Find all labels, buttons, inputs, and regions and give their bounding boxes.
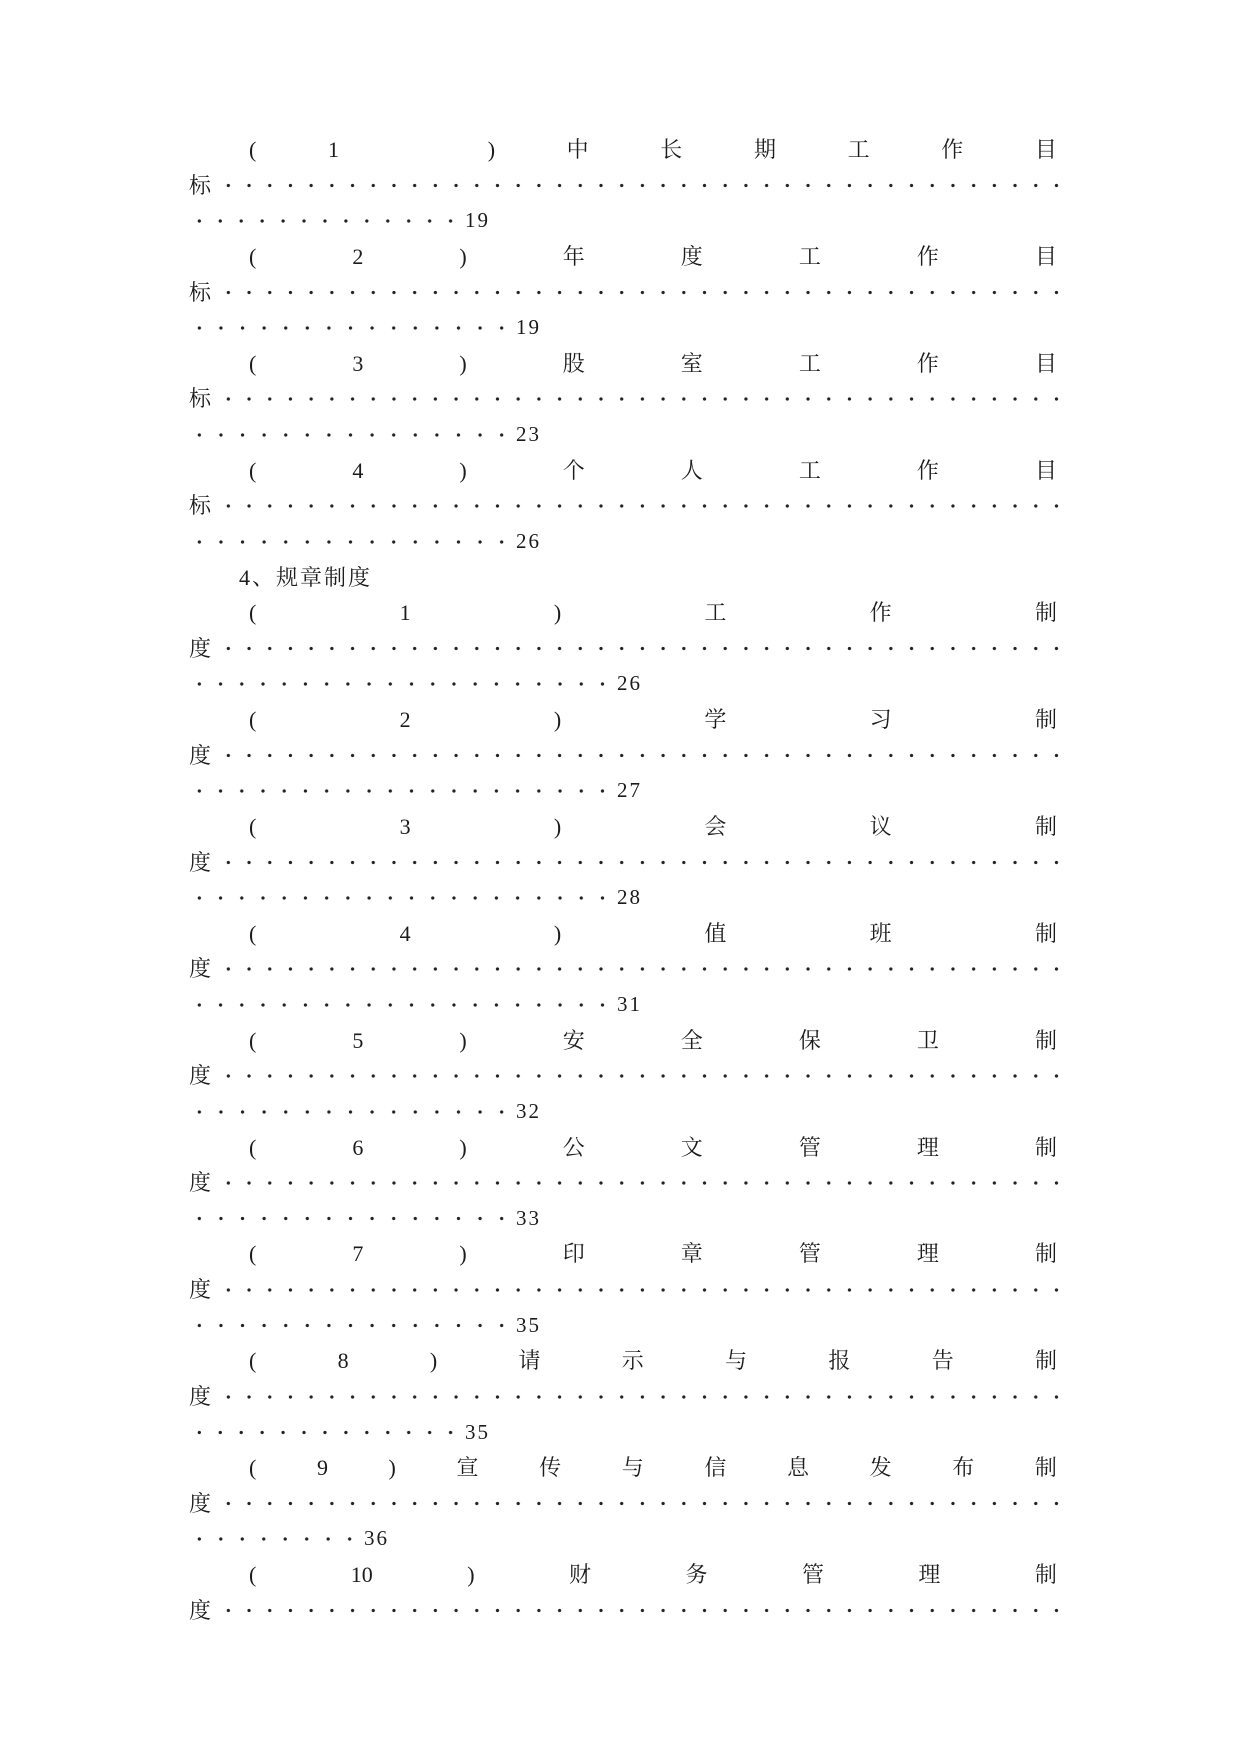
- title-char: ): [429, 1348, 438, 1374]
- title-char: 布: [952, 1455, 975, 1481]
- title-char: 3: [399, 813, 411, 839]
- toc-entry: [189, 1023, 1057, 1130]
- title-char: 习: [869, 707, 892, 732]
- dot-leader: [218, 845, 1067, 881]
- title-char: 工: [798, 243, 821, 269]
- toc-entry-page-number: 19: [516, 315, 541, 340]
- title-char: ): [553, 707, 562, 732]
- title-char: 管: [798, 1134, 821, 1160]
- title-char: 卫: [916, 1027, 939, 1053]
- title-char: 4: [352, 457, 364, 483]
- title-char: 示: [621, 1348, 644, 1374]
- title-char: 安: [562, 1027, 585, 1053]
- title-char: 议: [869, 813, 892, 839]
- toc-entry-wrap-line: [189, 631, 1067, 667]
- title-char: (: [249, 600, 257, 626]
- title-char: (: [249, 350, 257, 376]
- toc-entry-title-line: [189, 809, 1057, 845]
- title-char: 个: [562, 457, 585, 483]
- toc-entry-title-end: 度: [189, 742, 212, 768]
- toc-entry-wrap-line: [189, 845, 1067, 881]
- title-char: (: [249, 243, 257, 269]
- toc-entry-title-end: 度: [189, 635, 212, 661]
- title-char: 7: [352, 1241, 364, 1267]
- toc-entry-page-line: [189, 203, 1057, 239]
- toc-entry: [189, 1236, 1057, 1343]
- toc-entry-wrap-line: [189, 488, 1067, 524]
- title-char: 目: [1034, 350, 1057, 376]
- title-char: 制: [1034, 600, 1057, 626]
- toc-entry-title-line: [189, 595, 1057, 631]
- title-char: ): [459, 243, 467, 269]
- toc-entry-page-line: [189, 1201, 1057, 1237]
- dot-leader: [189, 1415, 461, 1451]
- title-char: 2: [399, 707, 411, 732]
- dot-leader: [218, 631, 1067, 667]
- toc-entry-wrap-line: [189, 1379, 1067, 1415]
- toc-entry-title-end: 度: [189, 1490, 212, 1516]
- toc-entry-page-line: [189, 417, 1057, 453]
- toc-entry-wrap-line: [189, 275, 1067, 311]
- title-char: 值: [704, 920, 727, 946]
- title-char: 作: [916, 350, 939, 376]
- toc-entry: [189, 1130, 1057, 1237]
- toc-entry-wrap-line: [189, 381, 1067, 417]
- title-char: ): [388, 1455, 396, 1481]
- dot-leader: [218, 275, 1067, 311]
- title-char: (: [249, 813, 257, 839]
- title-char: 作: [869, 600, 892, 626]
- toc-entry: [189, 595, 1057, 702]
- title-char: ): [553, 600, 562, 626]
- dot-leader: [189, 773, 613, 809]
- toc-entry-title-line: [189, 1557, 1057, 1593]
- title-char: 管: [801, 1562, 824, 1587]
- title-char: 作: [916, 243, 939, 269]
- toc-entry-page-number: 32: [516, 1098, 541, 1123]
- title-char: 制: [1034, 1027, 1057, 1053]
- title-char: 工: [704, 600, 727, 626]
- toc-entry-page-number: 19: [465, 208, 490, 233]
- toc-entry-page-number: 28: [617, 885, 642, 910]
- toc-entry-title-line: [189, 346, 1057, 382]
- title-char: 理: [918, 1562, 941, 1587]
- title-char: 制: [1034, 1134, 1057, 1160]
- title-char: 作: [941, 137, 964, 162]
- dot-leader: [189, 1201, 512, 1237]
- title-char: 工: [798, 457, 821, 483]
- toc-entry-page-line: [189, 310, 1057, 346]
- dot-leader: [218, 168, 1067, 204]
- toc-entry: [189, 1343, 1057, 1450]
- title-char: (: [249, 920, 257, 946]
- toc-entry-page-number: 36: [364, 1526, 389, 1551]
- toc-entry: [189, 346, 1057, 453]
- title-char: 工: [847, 137, 870, 162]
- toc-entry-title-line: [189, 916, 1057, 952]
- dot-leader: [189, 1308, 512, 1344]
- title-char: 文: [680, 1134, 703, 1160]
- title-char: 10: [350, 1562, 373, 1587]
- title-char: 学: [704, 707, 727, 732]
- toc-entry-page-number: 35: [465, 1419, 490, 1444]
- toc-entry-wrap-line: [189, 1272, 1067, 1308]
- title-char: 目: [1034, 137, 1057, 162]
- title-char: 信: [704, 1455, 727, 1481]
- toc-entry-title-end: 标: [189, 493, 212, 519]
- toc-entry-page-line: [189, 987, 1057, 1023]
- title-char: 与: [725, 1348, 748, 1374]
- title-char: (: [249, 1455, 257, 1481]
- title-char: 发: [869, 1455, 892, 1481]
- dot-leader: [189, 1521, 360, 1557]
- title-char: 长: [660, 137, 683, 162]
- title-char: (: [249, 457, 257, 483]
- title-char: 请: [518, 1348, 541, 1374]
- dot-leader: [189, 417, 512, 453]
- title-char: 人: [680, 457, 703, 483]
- title-char: 室: [680, 350, 703, 376]
- toc-entry-wrap-line: [189, 1058, 1067, 1094]
- title-char: 息: [786, 1455, 809, 1481]
- title-char: 会: [704, 813, 727, 839]
- toc-entry-wrap-line: [189, 1165, 1067, 1201]
- toc-entry-title-end: 度: [189, 1383, 212, 1409]
- title-char: 章: [680, 1241, 703, 1267]
- title-char: 保: [798, 1027, 821, 1053]
- title-char: 工: [798, 350, 821, 376]
- toc-entry-title-line: [189, 1130, 1057, 1166]
- title-char: (: [249, 1134, 257, 1160]
- dot-leader: [189, 666, 613, 702]
- dot-leader: [189, 203, 461, 239]
- title-char: 目: [1034, 457, 1057, 483]
- toc-entry-page-number: 26: [617, 671, 642, 696]
- title-char: 9: [316, 1455, 328, 1481]
- toc-entry-wrap-line: [189, 168, 1067, 204]
- title-char: ): [467, 1562, 475, 1587]
- title-char: 制: [1034, 1455, 1057, 1481]
- title-char: 制: [1034, 1241, 1057, 1267]
- title-char: 制: [1034, 707, 1057, 732]
- title-char: 务: [685, 1562, 708, 1587]
- toc-entry-page-number: 33: [516, 1205, 541, 1230]
- title-char: 年: [562, 243, 585, 269]
- title-char: 制: [1034, 1348, 1057, 1374]
- toc-entry-page-line: [189, 1415, 1057, 1451]
- section-heading: 4、规章制度: [239, 564, 373, 590]
- title-char: 制: [1034, 813, 1057, 839]
- title-char: ): [553, 813, 562, 839]
- title-char: ): [459, 350, 467, 376]
- title-char: 股: [562, 350, 585, 376]
- dot-leader: [218, 488, 1067, 524]
- dot-leader: [218, 1058, 1067, 1094]
- toc-entry-title-line: [189, 1343, 1057, 1379]
- title-char: (: [249, 1241, 257, 1267]
- toc-entry: [189, 916, 1057, 1023]
- toc-entry-page-number: 26: [516, 528, 541, 553]
- title-char: 度: [680, 243, 703, 269]
- toc-entry-title-line: [189, 239, 1057, 275]
- toc-entry: [189, 453, 1057, 560]
- title-char: 全: [680, 1027, 703, 1053]
- toc-entry-page-line: [189, 1308, 1057, 1344]
- toc-entry-page-number: 35: [516, 1312, 541, 1337]
- title-char: 班: [869, 920, 892, 946]
- title-char: ): [487, 137, 496, 162]
- toc-entry-title-end: 标: [189, 386, 212, 412]
- title-char: 作: [916, 457, 939, 483]
- title-char: ): [459, 1241, 467, 1267]
- dot-leader: [189, 1094, 512, 1130]
- toc-entry-page-line: [189, 1094, 1057, 1130]
- toc-entry-page-line: [189, 666, 1057, 702]
- dot-leader: [189, 987, 613, 1023]
- title-char: (: [249, 1027, 257, 1053]
- title-char: 中: [566, 137, 589, 162]
- title-char: 报: [828, 1348, 851, 1374]
- toc-entry-title-end: 度: [189, 956, 212, 982]
- toc-entry-wrap-line: [189, 951, 1067, 987]
- title-char: 传: [539, 1455, 562, 1481]
- toc-entry-title-end: 度: [189, 1277, 212, 1302]
- title-char: 宣: [456, 1455, 479, 1481]
- toc-entry-wrap-line: [189, 1486, 1067, 1522]
- toc-entry-title-end: 标: [189, 172, 212, 198]
- toc-entry-page-number: 23: [516, 422, 541, 446]
- toc-entry-title-line: [189, 453, 1057, 489]
- dot-leader: [218, 381, 1067, 417]
- toc-entry-title-line: [189, 132, 1057, 168]
- dot-leader: [218, 738, 1067, 774]
- toc-entry: [189, 702, 1057, 809]
- toc-entry-title-end: 度: [189, 1063, 212, 1089]
- title-char: 理: [916, 1241, 939, 1267]
- title-char: 财: [569, 1562, 592, 1587]
- title-char: 制: [1034, 1562, 1057, 1587]
- title-char: 理: [916, 1134, 939, 1160]
- toc-entry-page-line: [189, 1521, 1057, 1557]
- title-char: 5: [352, 1027, 364, 1053]
- toc-entry-page-line: [189, 880, 1057, 916]
- title-char: 2: [352, 243, 364, 269]
- toc-entry: [189, 809, 1057, 916]
- title-char: ): [459, 1027, 467, 1053]
- toc-entry-title-line: [189, 702, 1057, 738]
- dot-leader: [218, 1379, 1067, 1415]
- dot-leader: [218, 1486, 1067, 1522]
- title-char: 管: [798, 1241, 821, 1267]
- toc-entry-wrap-line: [189, 1593, 1067, 1629]
- title-char: [411, 132, 417, 168]
- title-char: ): [459, 1134, 467, 1160]
- toc-entry-title-line: [189, 1450, 1057, 1486]
- dot-leader: [189, 880, 613, 916]
- title-char: 告: [931, 1348, 954, 1374]
- toc-entry-title-end: 标: [189, 279, 212, 305]
- toc-entry-page-line: [189, 773, 1057, 809]
- title-char: (: [249, 137, 257, 162]
- toc-entry-page-line: [189, 524, 1057, 560]
- title-char: (: [249, 1562, 257, 1587]
- title-char: 期: [753, 137, 776, 162]
- dot-leader: [218, 1272, 1067, 1308]
- dot-leader: [189, 310, 512, 346]
- table-of-contents: [189, 132, 1057, 1628]
- title-char: 1: [327, 137, 339, 162]
- title-char: ): [553, 920, 562, 946]
- toc-entry-title-end: 度: [189, 1170, 212, 1196]
- title-char: 制: [1034, 920, 1057, 946]
- toc-entry-page-number: 31: [617, 992, 642, 1016]
- title-char: 1: [399, 600, 411, 626]
- dot-leader: [218, 1165, 1067, 1201]
- title-char: 3: [352, 350, 364, 376]
- title-char: 4: [399, 920, 411, 946]
- title-char: 6: [352, 1134, 364, 1160]
- dot-leader: [218, 951, 1067, 987]
- title-char: 公: [562, 1134, 585, 1160]
- toc-entry-title-end: 度: [189, 1597, 212, 1623]
- toc-entry-title-line: [189, 1023, 1057, 1059]
- title-char: ): [459, 457, 467, 483]
- title-char: 印: [562, 1241, 585, 1267]
- toc-entry-title-line: [189, 1236, 1057, 1272]
- toc-entry-wrap-line: [189, 738, 1067, 774]
- dot-leader: [218, 1593, 1067, 1629]
- toc-entry: [189, 132, 1057, 239]
- title-char: (: [249, 707, 257, 732]
- toc-entry: [189, 239, 1057, 346]
- title-char: 目: [1034, 243, 1057, 269]
- toc-entry-page-number: 27: [617, 778, 642, 803]
- toc-entry: [189, 1450, 1057, 1557]
- dot-leader: [189, 524, 512, 560]
- title-char: (: [249, 1348, 257, 1374]
- title-char: 8: [337, 1348, 349, 1374]
- toc-entry-title-end: 度: [189, 849, 212, 875]
- title-char: 与: [621, 1455, 644, 1481]
- toc-entry: [189, 1557, 1057, 1628]
